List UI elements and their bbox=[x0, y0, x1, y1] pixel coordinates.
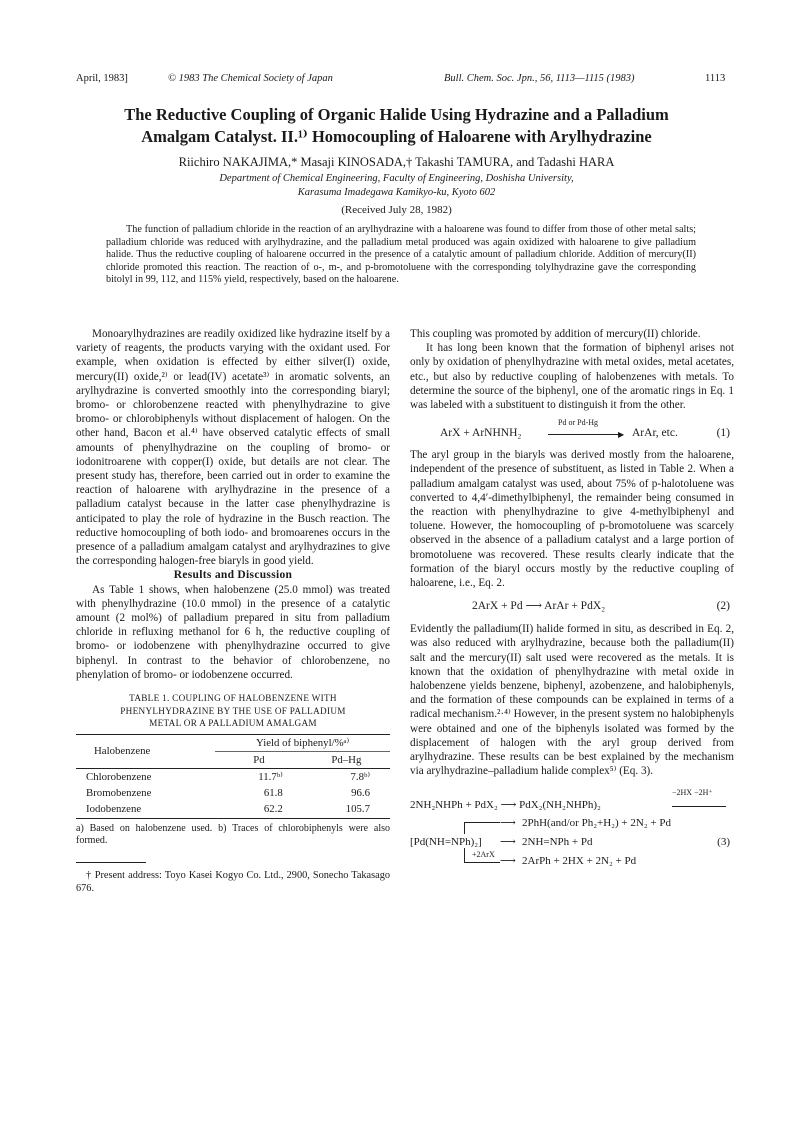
eq3-line1: 2NH₂NHPh + PdX₂ ⟶ PdX₂(NH₂NHPh)₂ bbox=[410, 799, 601, 812]
eq1-lhs: ArX + ArNHNH₂ bbox=[440, 427, 522, 440]
title-line-2: Amalgam Catalyst. II.¹⁾ Homocoupling of Haloarene with Arylhydrazine bbox=[141, 127, 652, 146]
authors: Riichiro NAKAJIMA,* Masaji KINOSADA,† Takashi TAMURA, and Tadashi HARA bbox=[178, 155, 615, 169]
continuation-paragraph: This coupling was promoted by addition of mercury(II) chloride. bbox=[410, 328, 701, 340]
table-footnote: a) Based on halobenzene used. b) Traces of chlorobiphenyls were also formed. bbox=[76, 822, 390, 847]
eq1-condition: Pd or Pd-Hg bbox=[558, 418, 599, 428]
row-pd: 11.7ᵇ⁾ bbox=[258, 770, 283, 783]
abstract: The function of palladium chloride in the reaction of an arylhydrazine with a haloarene was found to differ from those of other metal salts; palladium chloride was reduced with arylhydrazine, and the palladium metal produced was again oxidized with haloarene to give palladium halide. Thus the reductive coupling of haloarene occurred in the presence of a catalytic amount of palladium chloride. Addition of mercury(II) chloride promoted this reaction. The reaction of o-, m-, and p-bromotoluene with the corresponding tolylhydrazine gave the corresponding bitolyl in 99, 112, and 115% yield, respectively, based on the haloarene. bbox=[106, 224, 696, 286]
eq3-branch2: 2NH=NPh + Pd bbox=[522, 836, 593, 849]
row-pd: 61.8 bbox=[263, 787, 283, 800]
eq3-branch3-arrowhead: ⟶ bbox=[500, 855, 516, 868]
eq3-branch1-arrowhead: ⟶ bbox=[500, 817, 516, 830]
eq3-branch-top-line bbox=[464, 822, 500, 823]
biphenyl-paragraph: It has long been known that the formation of biphenyl arises not only by oxidation of phenylhydrazine with metal oxides, metal acetates, etc., but also by reductive coupling of halobenzenes with metals. To determine the source of the biphenyl, one of the aromatic rings in Eq. 1 was labeled with a substituent to distinguish it from the other. bbox=[410, 342, 734, 412]
row-pdhg: 7.8ᵇ⁾ bbox=[350, 770, 370, 783]
section-heading: Results and Discussion bbox=[173, 569, 293, 582]
table-header-row bbox=[76, 734, 390, 751]
table-row bbox=[76, 768, 390, 785]
results-paragraph: As Table 1 shows, when halobenzene (25.0 mmol) was treated with phenylhydrazine (10.0 mmol) in the presence of a catalytic amount (2 mol%) of palladium prepared in situ from palladium chloride in refluxing methanol for 6 h, the reductive coupling of bromo- or iodobenzene with phenylhydrazine occurred to give biphenyl. In contrast to the behavior of chlorobenzene, no phenylation of bromo- or iodobenzene occurred. bbox=[76, 583, 390, 681]
row-pdhg: 96.6 bbox=[351, 787, 370, 800]
header-journal: Bull. Chem. Soc. Jpn., 56, 1113—1115 (1983) bbox=[444, 73, 635, 84]
row-name: Chlorobenzene bbox=[86, 770, 152, 783]
table-row bbox=[76, 785, 390, 801]
eq1-rhs: ArAr, etc. bbox=[632, 427, 678, 440]
eq3-branch2-arrowhead: ⟶ bbox=[500, 836, 516, 849]
row-name: Bromobenzene bbox=[86, 787, 152, 800]
received-date: (Received July 28, 1982) bbox=[341, 204, 452, 216]
row-pd: 62.2 bbox=[263, 803, 283, 816]
eq2-number: (2) bbox=[716, 600, 730, 613]
eq1-arrowhead: ▶ bbox=[618, 430, 625, 440]
header-pd: Pd bbox=[253, 753, 265, 766]
page-header bbox=[0, 73, 793, 91]
header-date: April, 1983] bbox=[76, 73, 128, 84]
equation-3 bbox=[410, 784, 734, 870]
table-title-line-3: METAL OR A PALLADIUM AMALGAM bbox=[149, 718, 317, 729]
equation-1 bbox=[410, 418, 734, 442]
table-title-line-1: TABLE 1. COUPLING OF HALOBENZENE WITH bbox=[129, 693, 337, 704]
header-yield: Yield of biphenyl/%ᵃ⁾ bbox=[215, 734, 390, 751]
table-title bbox=[76, 692, 390, 730]
eq3-branch-vertical-bottom bbox=[464, 848, 465, 862]
row-pdhg: 105.7 bbox=[345, 803, 370, 816]
affiliation-line-2: Karasuma Imadegawa Kamikyo-ku, Kyoto 602 bbox=[297, 187, 496, 198]
present-address-footnote: † Present address: Toyo Kasei Kogyo Co. Ltd., 2900, Sonecho Takasago 676. bbox=[76, 869, 390, 894]
header-page-number: 1113 bbox=[705, 73, 726, 84]
eq3-line1-condition: −2HX −2H⁺ bbox=[672, 788, 713, 798]
eq1-arrow bbox=[548, 434, 620, 435]
left-column bbox=[76, 327, 390, 895]
paper-title bbox=[40, 104, 753, 148]
equation-2 bbox=[410, 596, 734, 616]
row-name: Iodobenzene bbox=[86, 803, 142, 816]
table-row bbox=[76, 801, 390, 818]
data-table bbox=[76, 734, 390, 819]
aryl-paragraph: The aryl group in the biaryls was derived mostly from the haloarene, independent of the presence of substituent, as listed in Table 2. When a palladium amalgam catalyst was used, about 75% of p-halotoluene was converted to 4,4′-dimethylbiphenyl, the remainder being consumed in the reaction with phenylhydrazine to give 4-methylbiphenyl and toluene. However, the homocoupling of p-bromotoluene was scarcely observed in the absence of a palladium catalyst and a large portion of bromotoluene was recovered. These results clearly indicate that the formation of the biaryl occurs mostly by the reductive coupling of haloarene, i.e., Eq. 2. bbox=[410, 449, 734, 590]
right-column bbox=[410, 327, 734, 876]
header-halobenzene: Halobenzene bbox=[94, 745, 151, 758]
header-copyright: © 1983 The Chemical Society of Japan bbox=[168, 73, 333, 84]
header-pdhg: Pd–Hg bbox=[331, 753, 362, 766]
mechanism-paragraph: Evidently the palladium(II) halide formed in situ, as described in Eq. 2, was also reduced with arylhydrazine, because both the palladium(II) salt and the mercury(II) salt used were recovered as the metals. It is known that the oxidation of phenylhydrazine with metal oxide in halobenzene yields benzene, biphenyl, azobenzene, and halobiphenyls, and the formation of these compounds can be explained in terms of a radical mechanism.²·⁴⁾ However, in the present system no halobiphenyls were obtained and one of the biphenyls isolated was formed by the displacement of halogen with the aryl group derived from arylhydrazine. These results can be best explained by the mechanism via arylhydrazine–palladium halide complex⁵⁾ (Eq. 3). bbox=[410, 623, 734, 778]
eq3-branch3: 2ArPh + 2HX + 2N₂ + Pd bbox=[522, 855, 637, 868]
eq3-branch-vertical-top bbox=[464, 822, 465, 834]
eq1-number: (1) bbox=[716, 427, 730, 440]
intro-paragraph: Monoarylhydrazines are readily oxidized like hydrazine itself by a variety of reagents, the products varying with the oxidant used. For example, when oxidation is effected by either silver(I) oxide, mercury(II) oxide,²⁾ or lead(IV) acetate³⁾ in aromatic solvents, an arylhydrazine is converted smoothly into the corresponding biaryl; bromo- or chlorobenzene reacted with phenylhydrazine to give bromo- or chlorobiphenyls without displacement of halogen. On the other hand, Bacon et al.⁴⁾ have observed catalytic effects of small amounts of phenylhydrazine on the coupling of bromo- or iodonitroarene with copper(I) oxide, but details are not clear. The present study has, therefore, been carried out in order to examine the reaction of haloarene with arylhydrazine in the presence of a palladium catalyst because in the latter case phenylhydrazine is anticipated to play the role of hydrazine in the Busch reaction. The reductive homocoupling of both iodo- and bromoarenes occurs in the presence of a palladium amalgam catalyst and arylhydrazines to give the corresponding halogen-free biaryls in good yield. bbox=[76, 328, 390, 568]
footnote-rule bbox=[76, 862, 146, 863]
eq3-number: (3) bbox=[717, 836, 730, 849]
title-line-1: The Reductive Coupling of Organic Halide Using Hydrazine and a Palladium bbox=[124, 105, 669, 124]
eq3-center: [Pd(NH=NPh)₂] bbox=[410, 836, 482, 849]
affiliation-line-1: Department of Chemical Engineering, Faculty of Engineering, Doshisha University, bbox=[219, 173, 574, 184]
eq2-text: 2ArX + Pd ⟶ ArAr + PdX₂ bbox=[472, 600, 606, 613]
table-title-line-2: PHENYLHYDRAZINE BY THE USE OF PALLADIUM bbox=[120, 705, 346, 716]
eq3-line1-arrow bbox=[672, 806, 726, 807]
eq3-branch1: 2PhH(and/or Ph₂+H₂) + 2N₂ + Pd bbox=[522, 817, 671, 830]
eq3-branch3-condition: +2ArX bbox=[472, 850, 495, 860]
